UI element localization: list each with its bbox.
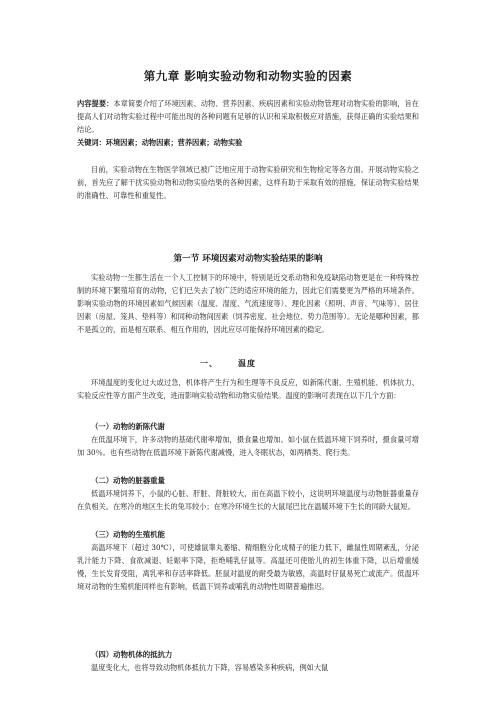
subheading-reproduction: （三）动物的生殖机能: [91, 530, 165, 539]
resistance-text: 温度变化大，也将导致动物机体抵抗力下降，容易感染多种疾病，例如大鼠: [91, 663, 329, 672]
abstract-text: 本章简要介绍了环境因素、动物、营养因素、疾病因素和实验动物管理对动物实验的影响，旨在提高人们对动物实验过程中可能出现的各种问题有足够的认识和采取积极应对措施，获得正确的实验结果和结论。: [77, 99, 419, 134]
heading-number: 一、: [200, 358, 218, 368]
subheading-resistance: （四）动物机体的抵抗力: [91, 650, 173, 659]
heading-title: 温度: [238, 358, 256, 368]
chapter-title: 第九章 影响实验动物和动物实验的因素: [143, 69, 353, 83]
subheading-metabolism: （一）动物的新陈代谢: [91, 422, 165, 431]
section-title: 第一节 环境因素对动物实验结果的影响: [173, 254, 323, 264]
subheading-organ-weight: （二）动物的脏器重量: [91, 476, 165, 485]
keywords-label: 关键词：: [77, 138, 106, 147]
keywords-paragraph: [77, 136, 419, 149]
abstract-paragraph: [77, 97, 419, 136]
reproduction-text: 高温环境下（超过 30℃），可使雄鼠睾丸萎缩、精细胞分化成精子的能力低下，雌鼠性周期紊乱，分泌乳汁能力下降、食欲减退、妊娠率下降，拒绝哺乳仔鼠等。高温还可使胎儿的初生体重下降，以后增重缓慢，生长发育受阻，离乳率和存活率降低。胚鼠对温度的耐受最为敏感，高温时仔鼠易死亡或流产。低温环境对动物的生殖机能同样也有影响，低温下饲养或哺乳的动物性周期普遍推迟。: [77, 543, 419, 591]
abstract-label: 内容提要：: [77, 99, 114, 108]
heading-temperature: [200, 358, 256, 369]
section-paragraph: 实验动物一生都生活在一个人工控制下的环境中，特别是近交系动物和免疫缺陷动物更是在一种特殊控制的环境下繁殖培育的动物，它们已失去了较广泛的适应环境的能力，因此它们需要更为严格的环境条件。影响实验动物的环境因素如气候因素（温度、湿度、气流速度等）、理化因素（照明、声音、气味等）、居住因素（房屋、笼具、垫料等）和同种动物间因素（饲养密度、社会地位、势力范围等）。无论是哪种因素，都不是孤立的，而是相互联系、相互作用的，因此应尽可能保持环境因素的稳定。: [77, 273, 419, 334]
temperature-intro: 环境温度的变化过大或过急，机体将产生行为和生理等不良反应，如新陈代谢、生殖机能、机体抗力、实验反应性等方面产生改变，进而影响实验动物和动物实验结果。温度的影响可表现在以下几个方面：: [77, 378, 419, 400]
metabolism-text: 在低温环境下，许多动物的基础代谢率增加，摄食量也增加。如小鼠在低温环境下饲养时，摄食量可增加 30％。也有些动物在低温环境下新陈代谢减慢，进入冬眠状态，如两栖类、爬行类。: [77, 435, 419, 457]
organ-weight-text: 低温环境饲养下，小鼠的心脏、肝脏、肾脏较大，而在高温下较小，这说明环境温度与动物脏器重量存在负相关。在寒冷的地区生长的兔耳较小；在寒冷环境生长的大鼠尾巴比在温暖环境下生长的同龄大鼠短。: [77, 489, 419, 511]
intro-paragraph: 目前，实验动物在生物医学领域已被广泛地应用于动物实验研究和生物检定等各方面。开展动物实验之前，首先应了解干扰实验动物和动物实验结果的各种因素，这样有助于采取有效的措施，保证动物实验结果的准确性、可靠性和重复性。: [77, 165, 419, 200]
keywords-text: 环境因素；动物因素；营养因素；动物实验: [105, 138, 243, 147]
